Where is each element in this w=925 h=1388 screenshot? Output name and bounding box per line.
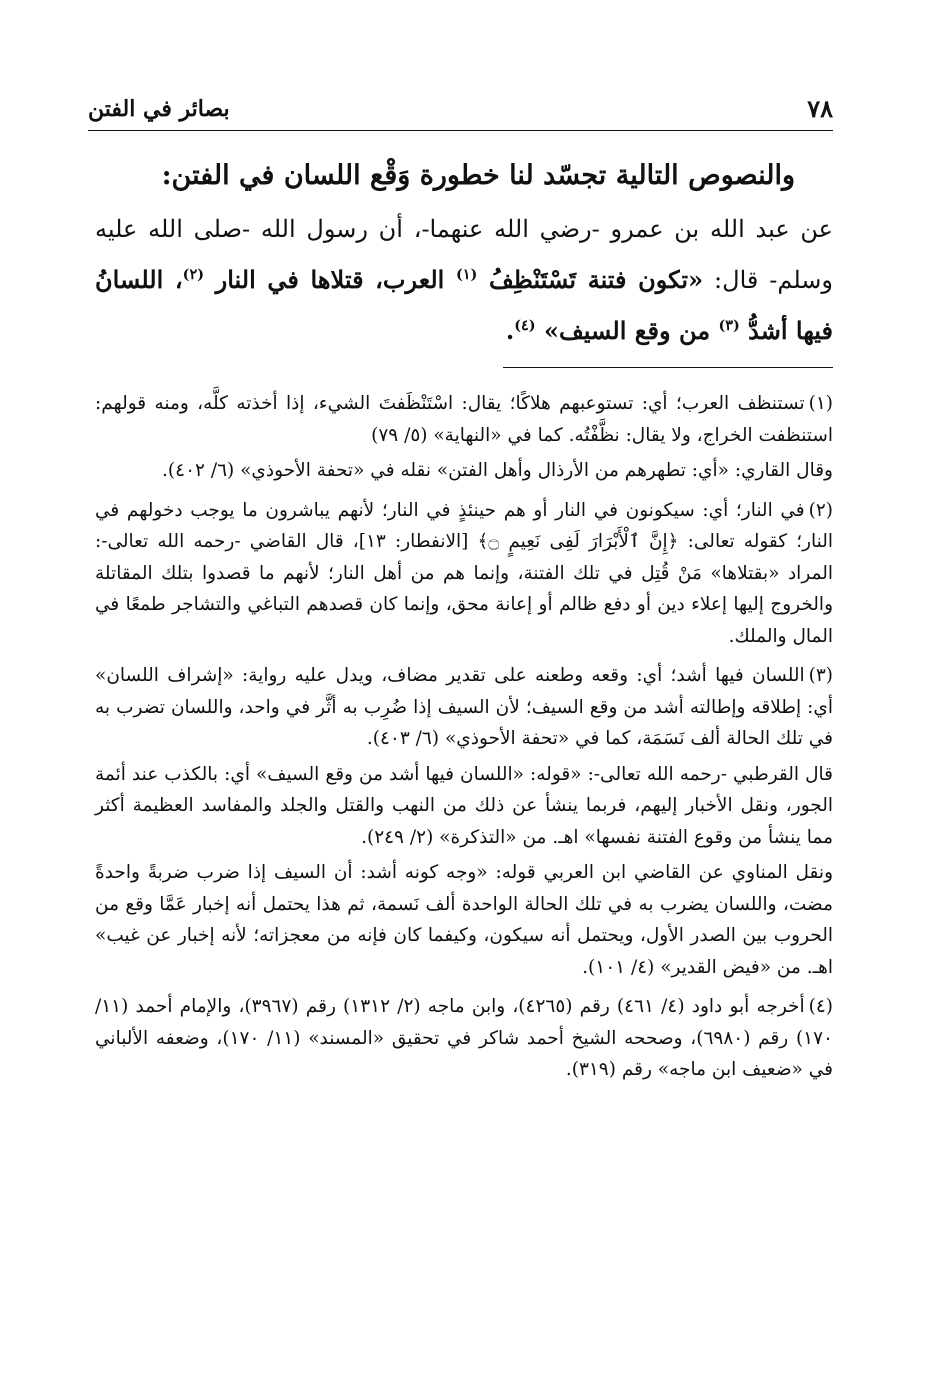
footnote-3-paragraph-2: قال القرطبي -رحمه الله تعالى-: «قوله: «اللسان فيها أشد من وقع السيف» أي: بالكذب عند أئمة الجور، ونقل الأخبار إليهم، فربما ينشأ عن ذلك من النهب والقتل والجلد والمفاسد العظيمة أكثر مما ينشأ من وقوع الفتنة نفسها» اهـ. من «التذكرة» (٢/ ٢٤٩).	[95, 763, 833, 848]
footnote-ref-3[interactable]: (٣)	[718, 317, 740, 334]
hadith-intro: عن عبد الله بن عمرو -رضي الله عنهما-، أن رسول الله -صلى الله عليه وسلم- قال:	[95, 215, 833, 294]
hadith-paragraph	[95, 206, 833, 354]
footnote-2-paragraph-1	[95, 495, 833, 653]
hadith-text-part-3: ، اللسانُ فيها أشدُّ	[95, 265, 833, 345]
footnote-1-text-1: تستنظف العرب؛ أي: تستوعبهم هلاكًا؛ يقال: اسْتَنْظَفتَ الشيء، إذا أخذته كلَّه، ومنه قولهم: استنظفت الخراج، ولا يقال: نظَّفْتُه. كما في «النهاية» (٥/ ٧٩)	[95, 393, 833, 446]
footnote-1-paragraph-2: وقال القاري: «أي: تطهرهم من الأرذال وأهل الفتن» نقله في «تحفة الأحوذي» (٦/ ٤٠٢).	[162, 460, 833, 481]
hadith-text-part-2: العرب، قتلاها في النار	[215, 265, 445, 294]
footnote-ref-1[interactable]: (١)	[455, 266, 478, 283]
footnote-4-paragraph-1	[95, 991, 833, 1086]
footnote-3-paragraph-3: ونقل المناوي عن القاضي ابن العربي قوله: «وجه كونه أشد: أن السيف إذا ضرب ضربةً واحدةً مضت، واللسان يضرب به في تلك الحالة الواحدة ألف نَسمة، ثم هذا يحتمل أنه إخبار عَمَّا وقع من الحروب بين الصدر الأول، ويحتمل أنه سيكون، وكيفما كان فإنه من معجزاته؛ لأنه إخبار عن غيب» اهـ. من «فيض القدير» (٤/ ١٠١).	[95, 862, 833, 978]
footnote-3-text-1: اللسان فيها أشد؛ أي: وقعه وطعنه على تقدير مضاف، ويدل عليه رواية: «إشراف اللسان» أي: إطلاقه وإطالته أشد من وقع السيف؛ لأن السيف إذا ضُرِب به أثَّر في واحد، واللسان تضرب به في تلك الحالة ألف نَسَمَة، كما في «تحفة الأحوذي» (٦/ ٤٠٣).	[95, 665, 833, 749]
footnote-4	[95, 991, 833, 1086]
footnote-3-paragraph-1	[95, 660, 833, 755]
footnote-1	[95, 388, 833, 487]
footnotes	[95, 388, 833, 1094]
hadith-end: .	[505, 316, 515, 345]
footnote-2-text-1: في النار؛ أي: سيكونون في النار أو هم حينئذٍ في النار؛ لأنهم يباشرون ما يوجب دخولهم في النار؛ كقوله تعالى: ﴿إِنَّ ٱلْأَبْرَارَ لَفِى نَعِيمٍ ۝﴾ [الانفطار: ١٣]، قال القاضي -رحمه الله تعالى-: المراد «بقتلاها» مَنْ قُتِل في تلك الفتنة، وإنما هم من أهل النار؛ لأنهم ما قصدوا بتلك المقاتلة والخروج إليها إعلاء دين أو دفع ظالم أو إعانة محق، وإنما كان قصدهم التباغي والتشاجر طمعًا في المال والملك.	[95, 499, 834, 647]
hadith-text-part-1: «تكون فتنة تَسْتَنْظِفُ	[488, 265, 704, 294]
section-heading: والنصوص التالية تجسّد لنا خطورة وَقْع اللسان في الفتن:	[161, 160, 795, 191]
footnote-4-text-1: أخرجه أبو داود (٤/ ٤٦١) رقم (٤٢٦٥)، وابن ماجه (٢/ ١٣١٢) رقم (٣٩٦٧)، والإمام أحمد (١١/ ١٧٠) رقم (٦٩٨٠)، وصححه الشيخ أحمد شاكر في تحقيق «المسند» (١١/ ١٧٠)، وضعفه الألباني في «ضعيف ابن ماجه» رقم (٣١٩).	[95, 996, 833, 1080]
main-text-block	[95, 150, 833, 354]
footnote-4-number: (٤)	[808, 996, 833, 1017]
hadith-text-part-4: من وقع السيف»	[543, 316, 711, 345]
footnote-ref-4[interactable]: (٤)	[514, 317, 536, 334]
footnote-1-paragraph-1	[95, 388, 833, 451]
footnote-ref-2[interactable]: (٢)	[182, 266, 205, 283]
page-header	[88, 90, 833, 131]
footnote-3	[95, 660, 833, 983]
footnote-1-number: (١)	[808, 393, 833, 414]
footnote-2-number: (٢)	[808, 499, 833, 521]
page-number: ٧٨	[807, 94, 833, 123]
running-title: بصائر في الفتن	[88, 96, 230, 122]
footnote-3-number: (٣)	[808, 665, 833, 686]
footnote-separator	[503, 367, 833, 368]
footnote-2	[95, 495, 833, 653]
